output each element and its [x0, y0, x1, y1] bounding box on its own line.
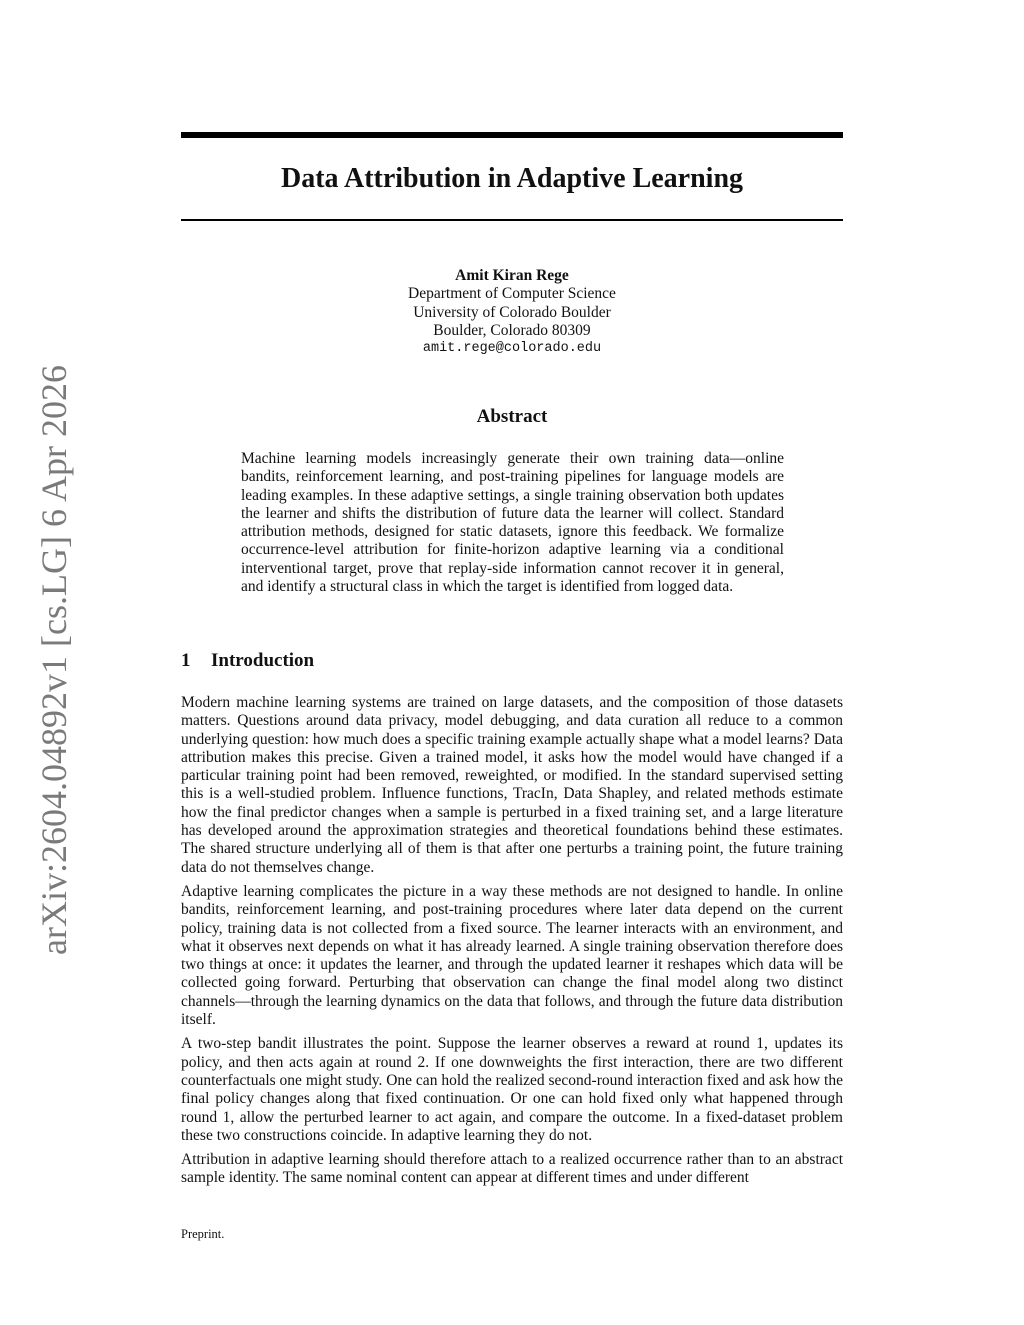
- intro-paragraph-2: Adaptive learning complicates the picture in a way these methods are not designed to handle. In online bandits, reinforcement learning, and post-training procedures where later data depend on the current policy, training data is not collected from a fixed source. The learner interacts with an environment, and what it observes next depends on what it has already learned. A single training observation therefore does two things at once: it updates the learner, and through the updated learner it reshapes which data will be collected going forward. Perturbing that observation can change the final model along two distinct channels—through the learning dynamics on the data that follows, and through the future data distribution itself.: [181, 882, 843, 1029]
- author-email[interactable]: amit.rege@colorado.edu: [422, 341, 602, 357]
- section-title: Introduction: [211, 650, 315, 671]
- abstract-heading: Abstract: [476, 406, 548, 427]
- author-department: Department of Computer Science: [408, 285, 616, 303]
- intro-paragraph-1: Modern machine learning systems are trained on large datasets, and the composition of those datasets matters. Questions around data privacy, model debugging, and data curation all reduce to a common underlying question: how much does a specific training example actually shape what a model learns? Data attribution makes this precise. Given a trained model, it asks how the model would have changed if a particular training point had been removed, reweighted, or modified. In the standard supervised setting this is a well-studied problem. Influence functions, TracIn, Data Shapley, and related methods estimate how the final predictor changes when a sample is perturbed in a fixed training set, and a large literature has developed around the approximation strategies and theoretical foundations behind these estimates. The shared structure underlying all of them is that after one perturbs a training point, the future training data do not themselves change.: [181, 694, 843, 876]
- title-bottom-rule: [181, 219, 843, 221]
- intro-paragraph-4: Attribution in adaptive learning should therefore attach to a realized occurrence rather than to an abstract sample identity. The same nominal content can appear at different times and under different: [181, 1151, 843, 1187]
- preprint-footer: Preprint.: [181, 1227, 225, 1241]
- section-number: 1: [181, 650, 191, 671]
- author-block: [181, 267, 843, 358]
- paper-title: Data Attribution in Adaptive Learning: [280, 163, 744, 194]
- author-location: Boulder, Colorado 80309: [433, 321, 591, 339]
- abstract-text: Machine learning models increasingly generate their own training data—online bandits, reinforcement learning, and post-training pipelines for language models are leading examples. In these adaptive settings, a single training observation both updates the learner and shifts the distribution of future data the learner will collect. Standard attribution methods, designed for static datasets, ignore this feedback. We formalize occurrence-level attribution for finite-horizon adaptive learning via a conditional interventional target, prove that replay-side information cannot recover it in general, and identify a structural class in which the target is identified from logged data.: [241, 450, 784, 596]
- intro-paragraph-3: A two-step bandit illustrates the point. Suppose the learner observes a reward at round 1, updates its policy, and then acts again at round 2. If one downweights the first interaction, there are two different counterfactuals one might study. One can hold the realized second-round interaction fixed and ask how the final policy changes along that fixed continuation. Or one can hold fixed only what happened through round 1, allow the perturbed learner to act again, and compare the outcome. In a fixed-dataset problem these two constructions coincide. In adaptive learning they do not.: [181, 1035, 843, 1144]
- introduction-body: [181, 694, 843, 1194]
- title-top-rule: [181, 132, 843, 138]
- author-name: Amit Kiran Rege: [455, 267, 569, 284]
- section-heading-introduction: [181, 649, 314, 673]
- author-university: University of Colorado Boulder: [413, 303, 611, 321]
- arxiv-identifier-stamp: arXiv:2604.04892v1 [cs.LG] 6 Apr 2026: [34, 365, 74, 955]
